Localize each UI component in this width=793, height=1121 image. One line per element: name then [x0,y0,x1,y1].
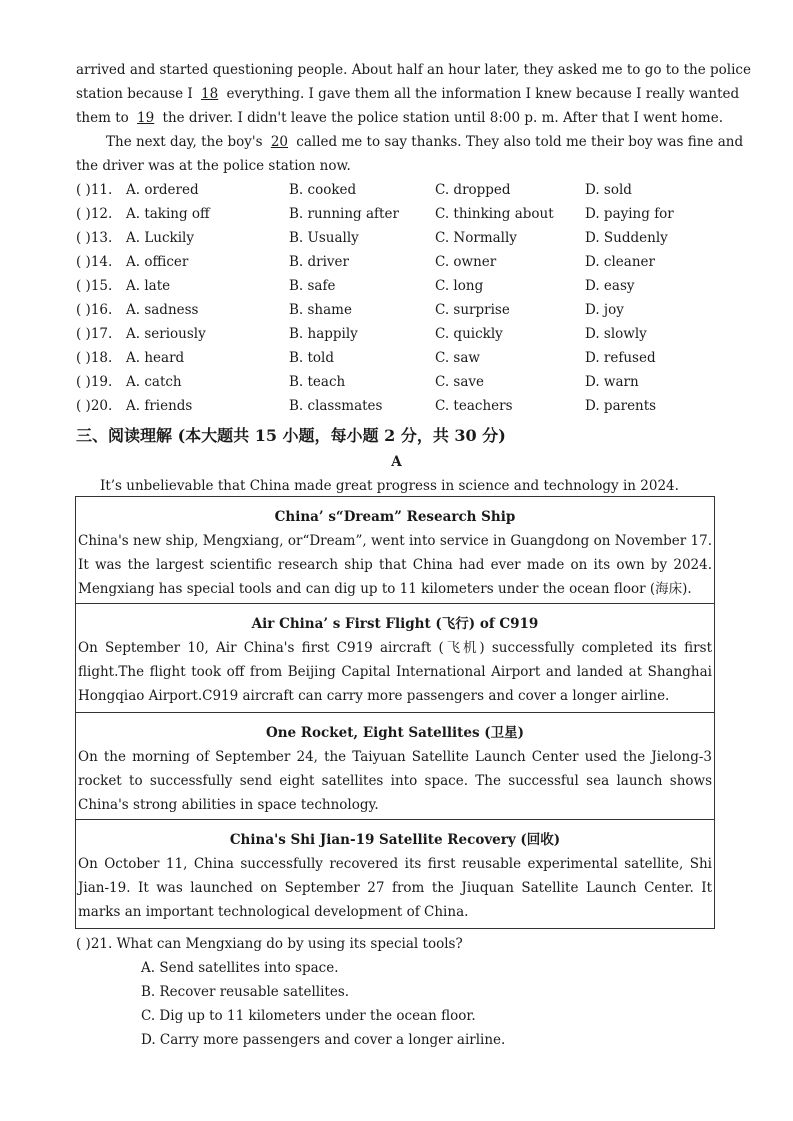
blank-20: 20 [270,134,289,150]
question-number: ( )13. [76,230,113,246]
option-a: A. catch [126,374,182,390]
question-number: ( )17. [76,326,113,342]
question-number: ( )18. [76,350,113,366]
option-c: C. quickly [435,326,503,342]
question-number: ( )12. [76,206,113,222]
news-title: China's Shi Jian-19 Satellite Recovery (回收) [229,832,561,848]
question-row [76,178,716,202]
passage-line [106,130,746,154]
question-row [76,250,716,274]
news-cell [76,604,714,713]
passage-line: the driver was at the police station now. [76,158,351,174]
option-a: A. officer [126,254,189,270]
passage-text: everything. I gave them all the information I knew because I really wanted [222,86,740,102]
passage-text: The next day, the boy's [106,134,267,150]
option-a: A. ordered [126,182,199,198]
question-row [76,322,716,346]
question-row [76,202,716,226]
option-d: D. cleaner [585,254,655,270]
option-b: B. cooked [289,182,357,198]
option-d: D. refused [585,350,656,366]
option-d: D. slowly [585,326,647,342]
news-body: On October 11, China successfully recovered its first reusable experimental satellite, Shi Jian-19. It was launched on September 27 from the Jiuquan Satellite Launch Center. It marks an important technological development of China. [78,856,712,920]
option-a: A. late [126,278,171,294]
question-number: ( )20. [76,398,113,414]
question-row [76,394,716,418]
option-b: B. Usually [289,230,359,246]
option-c: C. saw [435,350,480,366]
passage-line: arrived and started questioning people. About half an hour later, they asked me to go to the police [76,62,751,78]
option-c: C. teachers [435,398,513,414]
question-row [76,298,716,322]
option-b: B. shame [289,302,352,318]
question-row [76,370,716,394]
question-number: ( )14. [76,254,113,270]
news-cell [76,820,714,928]
option-c: C. thinking about [435,206,554,222]
option-a: A. taking off [126,206,210,222]
option-d: D. warn [585,374,639,390]
question-row [76,346,716,370]
news-title: Air China’ s First Flight (飞行) of C919 [251,616,539,632]
option-b: B. running after [289,206,399,222]
option-d: D. parents [585,398,657,414]
question-21-stem: ( )21. What can Mengxiang do by using its special tools? [76,936,463,952]
option-b: B. happily [289,326,358,342]
option-a: A. friends [126,398,193,414]
option-c: C. owner [435,254,497,270]
question-number: ( )15. [76,278,113,294]
option-c: C. Dig up to 11 kilometers under the ocean floor. [141,1008,476,1024]
passage-text: station because I [76,86,198,102]
option-d: D. paying for [585,206,674,222]
blank-19: 19 [137,110,155,126]
news-title: One Rocket, Eight Satellites (卫星) [265,725,525,741]
news-body: On the morning of September 24, the Taiyuan Satellite Launch Center used the Jielong-3 rocket to successfully send eight satellites into space. The successful sea launch shows China's strong abilities in space technology. [78,749,712,813]
option-a: A. Send satellites into space. [141,960,339,976]
news-title: China’ s“Dream” Research Ship [274,509,516,525]
news-body: China's new ship, Mengxiang, or“Dream”, went into service in Guangdong on November 17. It was the largest scientific research ship that China had ever made on its own by 2024. Mengxiang has special tools and can dig up to 11 kilometers under the ocean floor (海床). [78,533,712,597]
option-d: D. joy [585,302,624,318]
news-body: On September 10, Air China's first C919 aircraft (飞机) successfully completed its first flight.The flight took off from Beijing Capital International Airport and landed at Shanghai Hongqiao Airport.C919 aircraft can carry more passengers and cover a longer airline. [78,640,712,704]
option-d: D. Carry more passengers and cover a longer airline. [141,1032,506,1048]
option-d: D. Suddenly [585,230,668,246]
blank-18: 18 [201,86,219,102]
option-d: D. sold [585,182,632,198]
option-b: B. driver [289,254,349,270]
option-b: B. Recover reusable satellites. [141,984,350,1000]
question-row [76,226,716,250]
reading-intro: It’s unbelievable that China made great progress in science and technology in 2024. [100,478,679,494]
news-cell [76,713,714,820]
option-c: C. save [435,374,485,390]
option-c: C. dropped [435,182,511,198]
passage-text: the driver. I didn't leave the police station until 8:00 p. m. After that I went home. [158,110,724,126]
passage-line [76,82,740,106]
option-c: C. surprise [435,302,510,318]
question-row [76,274,716,298]
news-cell [76,497,714,604]
question-number: ( )11. [76,182,113,198]
option-b: B. teach [289,374,346,390]
part-label: A [391,454,402,470]
option-b: B. safe [289,278,336,294]
option-a: A. heard [126,350,185,366]
section-title: 三、阅读理解 (本大题共 15 小题，每小题 2 分，共 30 分) [76,426,506,445]
option-d: D. easy [585,278,635,294]
option-c: C. long [435,278,484,294]
passage-text: called me to say thanks. They also told me their boy was fine and [292,134,744,150]
question-number: ( )19. [76,374,113,390]
news-table [75,496,715,929]
option-a: A. seriously [126,326,206,342]
option-b: B. classmates [289,398,383,414]
option-c: C. Normally [435,230,517,246]
passage-line [76,106,724,130]
question-number: ( )16. [76,302,113,318]
option-a: A. sadness [126,302,199,318]
passage-text: them to [76,110,134,126]
option-b: B. told [289,350,335,366]
option-a: A. Luckily [126,230,194,246]
